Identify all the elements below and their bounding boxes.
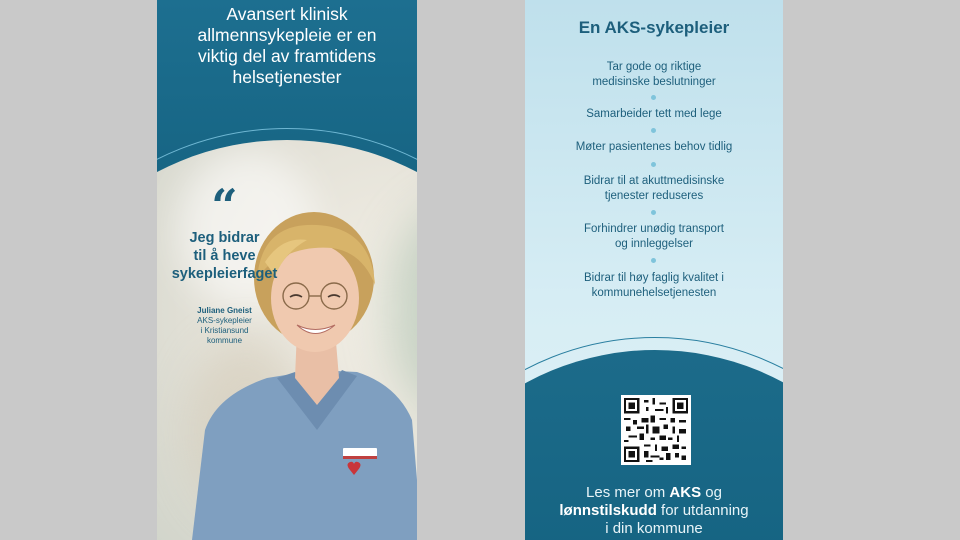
quote-line: til å heve [193,248,256,264]
bullet-dot-icon [651,162,656,167]
person-role [157,316,292,346]
quote-line: sykepleierfaget [171,266,278,282]
list-item: Forhindrer unødig transport og innleggelser [584,223,724,250]
qr-code-icon[interactable] [621,395,691,465]
bullet-dot-icon [651,210,656,215]
headline-line: viktig del av framtidens [198,46,376,66]
bullet-dot-icon [651,95,656,100]
bullet-dot-icon [651,258,656,263]
quote-mark-icon: “ [211,179,238,233]
list-item: Møter pasientenes behov tidlig [575,141,733,153]
headline-line: helsetjenester [232,67,342,87]
role-line: kommune [206,336,243,345]
role-line: i Kristiansund [200,326,249,335]
right-title: En AKS-sykepleier [578,18,730,37]
headline-line: Avansert klinisk [226,4,348,24]
quote-text [157,229,292,283]
right-banner [525,0,783,540]
list-item: Bidrar til at akuttmedisinske tjenester reduseres [583,175,725,202]
left-banner [157,0,417,540]
list-item: Bidrar til høy faglig kvalitet i kommunehelsetjenesten [584,272,724,299]
list-item: Samarbeider tett med lege [586,108,722,120]
headline-line: allmennsykepleie er en [197,25,377,45]
bullet-dot-icon [651,128,656,133]
quote-line: Jeg bidrar [189,230,260,246]
role-line: AKS-sykepleier [197,316,252,325]
read-more-text: Les mer om AKS og lønnstilskudd for utdanning i din kommune [559,484,749,537]
person-name: Juliane Gneist [197,306,252,315]
list-item: Tar gode og riktige medisinske beslutninger [592,61,716,88]
